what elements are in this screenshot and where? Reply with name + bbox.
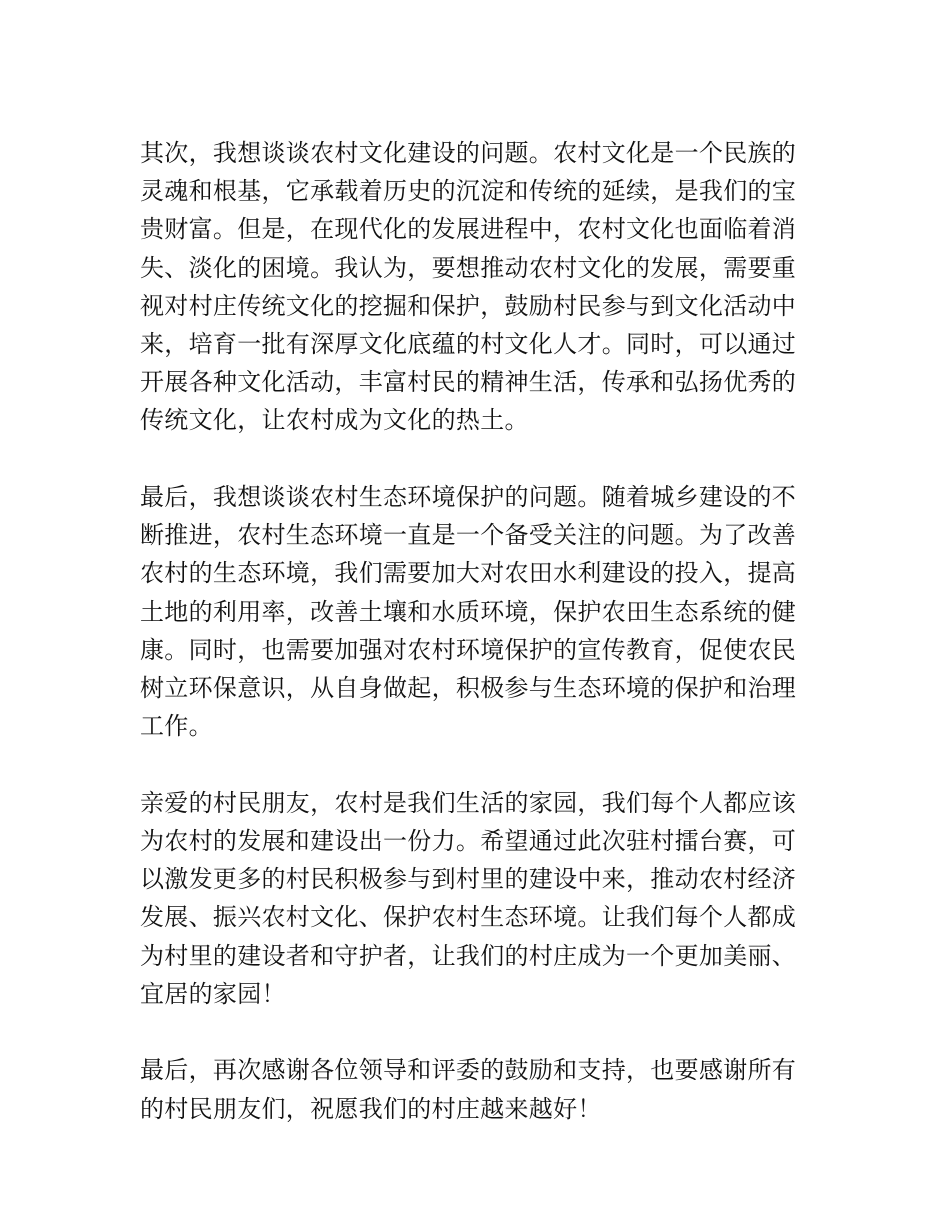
text-line: 开展各种文化活动，丰富村民的精神生活，传承和弘扬优秀的: [140, 368, 797, 397]
text-line: 最后，再次感谢各位领导和评委的鼓励和支持，也要感谢所有: [140, 1056, 797, 1085]
text-line: 最后，我想谈谈农村生态环境保护的问题。随着城乡建设的不: [140, 483, 797, 512]
text-line: 失、淡化的困境。我认为，要想推动农村文化的发展，需要重: [140, 253, 797, 282]
text-line: 贵财富。但是，在现代化的发展进程中，农村文化也面临着消: [140, 215, 797, 244]
text-line: 农村的生态环境，我们需要加大对农田水利建设的投入，提高: [140, 559, 797, 588]
paragraph-culture: [140, 134, 816, 440]
text-line: 康。同时，也需要加强对农村环境保护的宣传教育，促使农民: [140, 635, 797, 664]
text-line: 灵魂和根基，它承载着历史的沉淀和传统的延续，是我们的宝: [140, 177, 797, 206]
text-line: 亲爱的村民朋友，农村是我们生活的家园，我们每个人都应该: [140, 788, 797, 817]
text-line: 工作。: [140, 712, 213, 741]
text-line: 以激发更多的村民积极参与到村里的建设中来，推动农村经济: [140, 865, 797, 894]
text-line: 传统文化，让农村成为文化的热土。: [140, 406, 529, 435]
paragraph-ecology: [140, 478, 816, 745]
text-line: 发展、振兴农村文化、保护农村生态环境。让我们每个人都成: [140, 903, 797, 932]
text-line: 的村民朋友们，祝愿我们的村庄越来越好！: [140, 1094, 602, 1123]
text-line: 断推进，农村生态环境一直是一个备受关注的问题。为了改善: [140, 521, 797, 550]
text-line: 其次，我想谈谈农村文化建设的问题。农村文化是一个民族的: [140, 139, 797, 167]
text-line: 视对村庄传统文化的挖掘和保护，鼓励村民参与到文化活动中: [140, 291, 797, 320]
text-line: 为村里的建设者和守护者，让我们的村庄成为一个更加美丽、: [140, 941, 797, 970]
text-line: 土地的利用率，改善土壤和水质环境，保护农田生态系统的健: [140, 597, 797, 626]
text-line: 为农村的发展和建设出一份力。希望通过此次驻村擂台赛，可: [140, 827, 797, 856]
paragraph-closing: [140, 1051, 816, 1127]
paragraph-appeal: [140, 784, 816, 1013]
text-line: 宜居的家园！: [140, 979, 286, 1008]
text-line: 来，培育一批有深厚文化底蕴的村文化人才。同时，可以通过: [140, 330, 797, 359]
document-body: [140, 134, 816, 1128]
text-line: 树立环保意识，从自身做起，积极参与生态环境的保护和治理: [140, 674, 797, 703]
